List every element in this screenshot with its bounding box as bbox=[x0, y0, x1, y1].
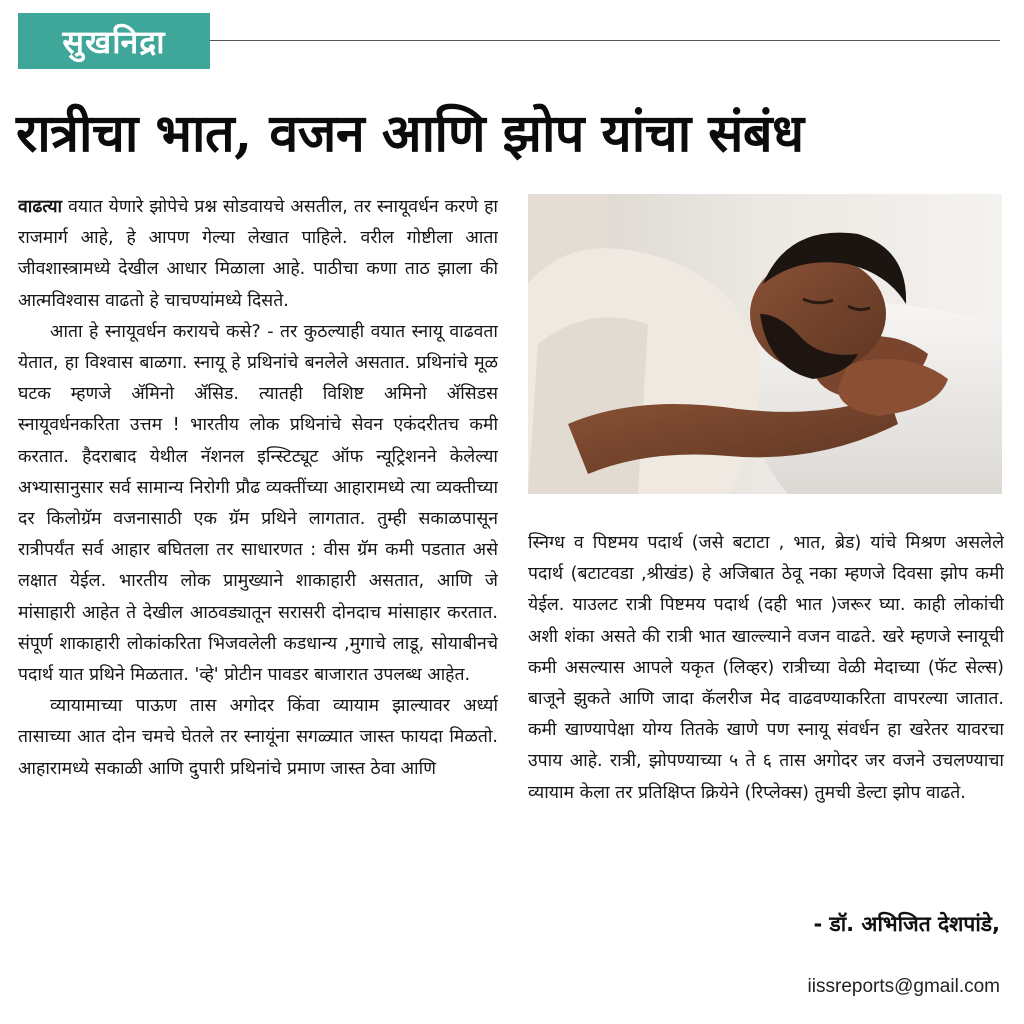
sleeping-man-photo bbox=[528, 194, 1002, 494]
article-column-right bbox=[528, 528, 1004, 908]
lead-word: वाढत्या bbox=[18, 197, 63, 217]
author-byline: - डॉ. अभिजित देशपांडे, bbox=[813, 912, 1000, 936]
paragraph-3: व्यायामाच्या पाऊण तास अगोदर किंवा व्यायाम झाल्यावर अर्ध्या तासाच्या आत दोन चमचे घेतले तर स्नायूंना सगळ्यात जास्त फायदा मिळतो. आहारामध्ये सकाळी आणि दुपारी प्रथिनांचे प्रमाण जास्त ठेवा आणि bbox=[18, 696, 498, 779]
article-column-left bbox=[18, 192, 498, 1002]
contact-email: iissreports@gmail.com bbox=[807, 976, 1000, 997]
section-divider bbox=[210, 40, 1000, 41]
section-tag: सुखनिद्रा bbox=[18, 13, 210, 69]
paragraph-4: स्निग्ध व पिष्टमय पदार्थ (जसे बटाटा , भात, ब्रेड) यांचे मिश्रण असलेले पदार्थ (बटाटवडा ,श्रीखंड) हे अजिबात ठेवू नका म्हणजे दिवसा झोप कमी येईल. याउलट रात्री पिष्टमय पदार्थ (दही भात )जरूर घ्या. काही लोकांची अशी शंका असते की रात्री भात खाल्ल्याने वजन वाढते. खरे म्हणजे स्नायूची कमी असल्यास आपले यकृत (लिव्हर) रात्रीच्या वेळी मेदाच्या (फॅट सेल्स) बाजूने झुकते आणि जादा कॅलरीज मेद वाढवण्याकरिता वापरल्या जातात. कमी खाण्यापेक्षा योग्य तितके खाणे पण स्नायू संवर्धन हा खरेतर यावरचा उपाय आहे. रात्री, झोपण्याच्या ५ ते ६ तास अगोदर जर वजने उचलण्याचा व्यायाम केला तर प्रतिक्षिप्त क्रियेने (रिप्लेक्स) तुमची डेल्टा झोप वाढते. bbox=[528, 533, 1004, 803]
headline: रात्रीचा भात, वजन आणि झोप यांचा संबंध bbox=[16, 103, 804, 164]
paragraph-1-text: वयात येणारे झोपेचे प्रश्न सोडवायचे असतील, तर स्नायूवर्धन करणे हा राजमार्ग आहे, हे आपण गेल्या लेखात पाहिले. वरील गोष्टीला आता जीवशास्त्रामध्ये देखील आधार मिळाला आहे. पाठीचा कणा ताठ झाला की आत्मविश्वास वाढतो हे चाचण्यांमध्ये दिसते. bbox=[18, 197, 498, 311]
paragraph-2: आता हे स्नायूवर्धन करायचे कसे? - तर कुठल्याही वयात स्नायू वाढवता येतात, हा विश्वास बाळगा. स्नायू हे प्रथिनांचे बनलेले असतात. प्रथिनांचे मूळ घटक म्हणजे ॲमिनो ॲसिड. त्यातही विशिष्ट अमिनो ॲसिडस स्नायूवर्धनकरिता उत्तम ! भारतीय लोक प्रथिनांचे सेवन एकंदरीतच कमी करतात. हैदराबाद येथील नॅशनल इन्स्टिट्यूट ऑफ न्यूट्रिशनने केलेल्या अभ्यासानुसार सर्व सामान्य निरोगी प्रौढ व्यक्तींच्या आहारामध्ये त्या व्यक्तीच्या दर किलोग्रॅम वजनासाठी एक ग्रॅम प्रथिने लागतात. तुम्ही सकाळपासून रात्रीपर्यंत सर्व आहार बघितला तर साधारणत : वीस ग्रॅम कमी पडतात असे लक्षात येईल. भारतीय लोक प्रामुख्याने शाकाहारी असतात, आणि जे मांसाहारी आहेत ते देखील आठवड्यातून सरासरी दोनदाच मांसाहार करतात. संपूर्ण शाकाहारी लोकांकरिता भिजवलेली कडधान्य ,मुगाचे लाडू, सोयाबीनचे पदार्थ यात प्रथिने मिळतात. 'व्हे' प्रोटीन पावडर बाजारात उपलब्ध आहेत. bbox=[18, 321, 498, 686]
paragraph-1 bbox=[18, 192, 498, 317]
